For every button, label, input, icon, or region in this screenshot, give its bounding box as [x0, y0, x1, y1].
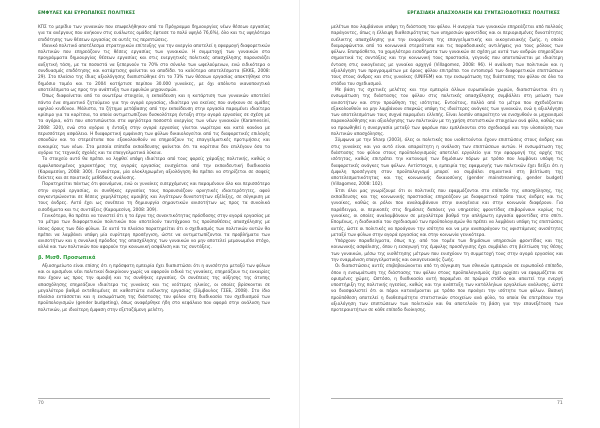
left-page-body: [38, 25, 270, 314]
page-number-left: 70: [38, 401, 44, 406]
footer-rule-left: [38, 398, 270, 399]
paragraph: Ιδανικό πολιτικό αποτέλεσμα στρατηγικών επίτευξης για την ανεργία αποτελεί η εφαρμογή διαφορετικών πολιτικών που επηρεάζουν τις θέσεις εργασίας των γυναικών. Η συμμετοχή των γυναικών στα προγράμματα δημιουργίας θέσεων εργασίας και στις ενεργητικές πολιτικές απασχόλησης παρουσιάζει αυξητική τάση, με τα ποσοστά να ξεπερνούν το 70% στο σύνολο των ωφελούμενων, ενώ ειδικότερα ο συνδυασμός επιδότησης και κατάρτισης φαίνεται να αποδίδει τα καλύτερα αποτελέσματα (ΕΚΚΕ, 2008: 29). Στο πλαίσιο της ίδιας αξιολόγησης διαπιστώθηκε ότι το 73% των θέσεων εργασίας αποκτήθηκε στο δημόσιο τομέα και το 2004 κατήρτισε περίπου 30.000 γυναίκες, με όχι απόλυτα ικανοποιητικά αποτελέσματα ως προς την ανάπτυξη των εμφυλών μηχανισμών.: [38, 43, 270, 93]
paragraph: Το στοιχείο αυτό θα πρέπει να ληφθεί υπόψη ιδιαίτερα από τους φορείς χάραξης πολιτικής, καθώς ο εμφυλοποιημένος χαρακτήρας της αγοράς εργασίας ενισχύεται από την εκπαιδευτική διαδικασία (Καραμεσίνη, 2008: 300). Γενικότερα, μία ολοκληρωμένη αξιολόγηση θα πρέπει να στηρίζεται σε σαφείς δείκτες και σε ποιοτικές μεθόδους ανάλυσης.: [38, 157, 270, 182]
paragraph: Με βάση τις σχετικές μελέτες και την εμπειρία άλλων ευρωπαϊκών χωρών, διαπιστώνεται ότι η ενσωμάτωση της διάστασης του φύλου στις πολιτικές απασχόλησης συμβάλλει στη μείωση των ανισοτήτων και στην προώθηση της ισότητας. Εντούτοις, πολλά από τα μέτρα που σχεδιάζονται εξακολουθούν να μην λαμβάνουν επαρκώς υπόψη τις ιδιαίτερες ανάγκες των γυναικών, ενώ η αξιολόγηση των αποτελεσμάτων τους συχνά παραμένει ελλιπής. Είναι λοιπόν απαραίτητο να ενισχυθούν οι μηχανισμοί παρακολούθησης και αξιολόγησης των πολιτικών με τη χρήση στατιστικών στοιχείων ανά φύλο, καθώς και να προωθηθεί η συνεργασία μεταξύ των φορέων που εμπλέκονται στο σχεδιασμό και την υλοποίηση των πολιτικών απασχόλησης.: [331, 87, 563, 138]
footer-rule-right: [331, 398, 563, 399]
paragraph: Οι διαπιστώσεις αυτές επιβεβαιώνονται από τη σύγκριση των εθνικών εμπειριών σε ευρωπαϊκό επίπεδο, όπου η ενσωμάτωση της διάστασης του φύλου στους προϋπολογισμούς έχει αρχίσει να εφαρμόζεται σε ορισμένες χώρες. Ωστόσο, η διαδικασία αυτή παραμένει σε πρώιμο στάδιο και απαιτεί την ενεργή υποστήριξη της πολιτικής ηγεσίας, καθώς και την ανάπτυξη των κατάλληλων εργαλείων ανάλυσης, ώστε να διασφαλιστεί ότι οι πόροι κατανέμονται με τρόπο που προάγει την ισότητα των φύλων. Βασική προϋπόθεση αποτελεί η διαθεσιμότητα στατιστικών στοιχείων ανά φύλο, τα οποία θα επιτρέπουν την αξιολόγηση των επιπτώσεων των πολιτικών και θα αποτελούν τη βάση για την επανεξέταση των προτεραιοτήτων σε κάθε επίπεδο διοίκησης.: [331, 264, 563, 314]
paragraph: ΚΠΣ το μερίδιο των γυναικών που επωφελήθηκαν από το Πρόγραμμα δημιουργίας νέων θέσεων εργασίας για τα ανέργους που ανήκουν στις ευάλωτες ομάδες έφτασε το πολύ υψηλό 76,6%), όλο και τις υψηλότερα επιδότησης των θέσεων εργασίας σε αυτές τις περιπτώσεις.: [38, 25, 270, 43]
running-head-left: ΕΜΦΥΛΕΣ ΚΑΙ ΕΥΡΩΠΑΪΚΕΣ ΠΟΛΙΤΙΚΕΣ: [38, 11, 136, 16]
paragraph: μελέτων που λαμβάνουν υπόψη τη διάσταση του φύλου. Η ανεργία των γυναικών επηρεάζεται από πολλούς παράγοντες, όπως η έλλειψη διαθεσιμότητας των υπηρεσιών φροντίδας και οι περιορισμένες δυνατότητες ευέλικτης απασχόλησης για την εναρμόνιση της επαγγελματικής και οικογενειακής ζωής, η οποία διαμορφώνεται από τα κοινωνικά στερεότυπα και τις παραδοσιακές αντιλήψεις για τους ρόλους των φύλων. Επιπρόσθετα, τα χαμηλότερα εισοδήματα των γυναικών σε σχέση με αυτά των ανδρών επηρεάζουν σημαντικά τις συντάξεις και την κοινωνική τους προστασία, γεγονός που αποτυπώνεται με ιδιαίτερη ένταση στις οικογένειες με γυναίκα αρχηγό (Villagomez, 2008: 96). Η ανάλυση των πολιτικών και η αξιολόγηση των προγραμμάτων με όρους φύλου επιτρέπει τον εντοπισμό των διαφορετικών επιπτώσεων τους στους άνδρες και στις γυναίκες (UNIFEM) και την ενσωμάτωση της διάστασης του φύλου σε όλα τα στάδια του σχεδιασμού.: [331, 25, 563, 87]
page-number-right: 71: [557, 401, 563, 406]
section-heading: β. Μισθ. Προσωπικά: [38, 254, 96, 261]
running-head-right: ΕΡΓΑΣΙΑΚΗ ΑΠΑΣΧΟΛΗΣΗ ΚΑΙ ΣΥΝΤΑΞΙΟΔΟΤΙΚΕΣ ΠΟΛΙΤΙΚΕΣ: [407, 11, 560, 16]
right-page-body: [331, 25, 563, 315]
paragraph: Αξιοσημείωτο είναι επίσης ότι η πρόσφατη εμπειρία έχει διαπιστώσει ότι η ανισότητα μεταξύ των φύλων και οι ορισμένοι νέοι πολιτικοί διακρίνουν χωρίς να αφορούν ειδικά τις γυναίκες, επηρεάζουν τις ευκαιρίες που έχουν ως προς την αμοιβή και τις συνθήκες εργασίας. Οι συνέπειες της αύξησης της άτυπης απασχόλησης επηρεάζουν ιδιαίτερα τις γυναίκες και τις νεότερες ηλικίες, οι οποίες βρίσκονται σε μεγαλύτερο βαθμό εκτεθειμένες σε καθεστώτα ευέλικτης εργασίας (Σύμβουλος ΓΣΕΕ, 2008). Στο ίδιο πλαίσιο εντάσσεται και η ενσωμάτωση της διάστασης του φύλου στη διαδικασία του σχεδιασμού των προϋπολογισμών (gender budgeting), όπως αναφέρθηκε ήδη στο κεφάλαιο που αφορά στην ανάλυση των πολιτικών, με ιδιαίτερη έμφαση στην εξεταζόμενη μελέτη.: [38, 263, 270, 313]
paragraph: Γενικότερα, θα πρέπει να τονιστεί ότι η τα έργα της συνεκτικότητας πρόσδοσης στην αγορά εργασίας με τα μέτρα των διαφορετικών πολιτικών που αποτελούν ταυτόχρονα τις προϋποθέσεις απασχόλησης με ίσους όρους των δύο φύλων. Σε αυτό το πλαίσιο παρατηρείται ότι ο σχεδιασμός των πολιτικών αυτών θα πρέπει να λαμβάνει υπόψη μία ευρύτερη προσέγγιση, ώστε να αντιμετωπίζονται τα προβλήματα των ανισοτήτων και η συνολική πρόοδος της απασχόλησης των γυναικών να μην αποτελεί μεμονωμένο στόχο, αλλά και των πολιτικών που αφορούν την κοινωνική ασφάλιση και τις συντάξεις.: [38, 213, 270, 251]
paragraph: Υπάρχουν παραδείγματα, όπως π.χ. από τον τομέα των δημόσιων υπηρεσιών φροντίδας και της κοινωνικής ασφάλισης, όπου η εισαγωγή της έμφυλης προσέγγισης έχει συμβάλει στη βελτίωση της θέσης των γυναικών, μέσω της υιοθέτησης μέτρων που ενισχύουν τη συμμετοχή τους στην αγορά εργασίας και την εναρμόνιση επαγγελματικής και οικογενειακής ζωής.: [331, 239, 563, 263]
paragraph: Όπως διαφαίνεται από τα ανωτέρω στοιχεία, η εκπαίδευση και η κατάρτιση των γυναικών αποτελεί πάντα ένα σημαντικό ζητούμενο για την αγορά εργασίας, ιδιαίτερα για εκείνες που ανήκουν σε ομάδες υψηλού κινδύνου. Μάλιστα, το ζήτημα μετάβασης από την εκπαίδευση στην εργασία παραμένει ιδιαίτερα κρίσιμο για τα κορίτσια, τα οποία αντιμετωπίζουν δυσκολότερη ένταξη στην αγορά εργασίας σε σχέση με τα αγόρια, κάτι που αποτυπώνεται στα υψηλότερα ποσοστά ανεργίας των νέων γυναικών (Karamessini, 2008: 320), ενώ στα αγόρια η ένταξη στην αγορά εργασίας γίνεται νωρίτερα και κατά κανόνα με περισσότερη ασφάλεια. Η διαφορετική εμφάνιση των φύλων δικαιολογείται από τις διαφορετικές επιλογές σπουδών και τα στερεότυπα που εξακολουθούν να επηρεάζουν τις επαγγελματικές προτιμήσεις και ευκαιρίες των νέων. Στα μεσαία επίπεδα εκπαίδευσης φαίνεται ότι τα κορίτσια δεν επιλέγουν όσο τα αγόρια τις τεχνικές σχολές και τα επαγγελματικά λύκεια.: [38, 94, 270, 156]
paragraph: Παρατηρείται πάντως ότι φαινόμενα, ενώ οι γυναίκες εισερχόμενες και παραμένουν όλο και περισσότερο στην αγορά εργασίας, οι συνθήκες εργασίας τους παρουσιάζουν αρνητικές ιδιαιτερότητες, αφού συγκεντρώνονται σε θέσεις χαμηλότερης αμοιβής και λιγότερων δυνατοτήτων εξέλιξης, σε σύγκριση με τους άνδρες. Αυτό έχει ως συνέπεια τη δημιουργία σημαντικών ανισοτήτων ως προς τα συνολικά εισοδήματα και τις συντάξεις (Καραμεσίνη, 2008: 309).: [38, 182, 270, 213]
page-gutter: [299, 0, 300, 428]
paragraph: Σύμφωνα με την Sharp (2003), όλες οι πολιτικές που υιοθετούνται έχουν επιπτώσεις στους άνδρες και στις γυναίκες και για αυτό είναι απαραίτητη η ανάλυση των επιπτώσεων αυτών. Η ενσωμάτωση της διάστασης του φύλου στους προϋπολογισμούς αποτελεί εργαλείο για την εφαρμογή της αρχής της ισότητας, καθώς επιτρέπει την κατανομή των δημόσιων πόρων με τρόπο που λαμβάνει υπόψη τις διαφορετικές ανάγκες των φύλων. Αντίστοιχα, η εμπειρία της εφαρμογής των πολιτικών έχει δείξει ότι η έμφυλη προσέγγιση στον προϋπολογισμό μπορεί να συμβάλει σημαντικά στη βελτίωση της αποτελεσματικότητας και της κοινωνικής δικαιοσύνης (gender mainstreaming, gender budget) (Villagomez, 2008: 102).: [331, 138, 563, 188]
paragraph: Έτσι όλοι μας γνωρίζουμε ότι οι πολιτικές που εφαρμόζονται στο επίπεδο της απασχόλησης, της εκπαίδευσης και της κοινωνικής προστασίας επηρεάζουν με διαφορετικό τρόπο τους άνδρες και τις γυναίκες, καθώς οι ρόλοι που αναλαμβάνουν στην οικογένεια και στην κοινωνία διαφέρουν. Για παράδειγμα, οι περικοπές στις δημόσιες δαπάνες για υπηρεσίες φροντίδας επιβαρύνουν κυρίως τις γυναίκες, οι οποίες αναλαμβάνουν σε μεγαλύτερο βαθμό την απλήρωτη εργασία φροντίδας στο σπίτι. Επομένως, η διαδικασία του σχεδιασμού των προϋπολογισμών θα πρέπει να λαμβάνει υπόψη τις επιπτώσεις αυτές, ώστε οι πολιτικές να προάγουν την ισότητα και να μην αναπαράγουν τις υφιστάμενες ανισότητες μεταξύ των φύλων στην αγορά εργασίας και στην κοινωνία γενικότερα.: [331, 188, 563, 238]
